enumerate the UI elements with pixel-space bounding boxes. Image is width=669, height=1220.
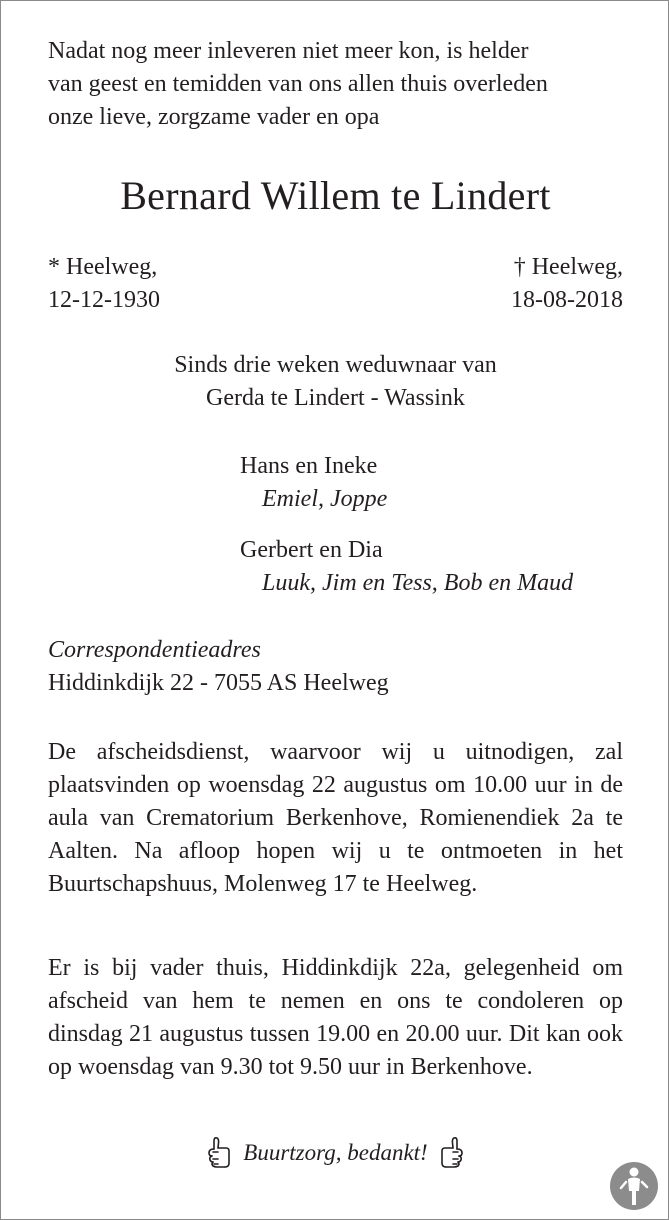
birth-place: * Heelweg, xyxy=(48,254,158,280)
birth-info xyxy=(48,251,160,317)
family-parents: Hans en Ineke xyxy=(240,453,378,479)
correspondence-address xyxy=(48,634,623,700)
intro-line: Nadat nog meer inleveren niet meer kon, is helder xyxy=(48,38,529,64)
thumbs-up-icon xyxy=(438,1135,466,1169)
correspondence-address-line: Hiddinkdijk 22 - 7055 AS Heelweg xyxy=(48,670,389,696)
family-group xyxy=(240,534,625,600)
intro-text xyxy=(48,35,623,134)
widower-note xyxy=(1,349,669,415)
thanks-line xyxy=(1,1135,669,1169)
family-parents: Gerbert en Dia xyxy=(240,537,383,563)
death-place: † Heelweg, xyxy=(513,254,623,280)
death-date: 18-08-2018 xyxy=(511,287,623,313)
service-paragraph: De afscheidsdienst, waarvoor wij u uitnodigen, zal plaatsvinden op woensdag 22 augustus om 10.00 uur in de aula van Crematorium Berkenhove, Romienendiek 2a te Aalten. Na afloop hopen wij u te ontmoeten in het Buurtschapshuus, Molenweg 17 te Heelweg. xyxy=(48,739,623,897)
birth-date: 12-12-1930 xyxy=(48,287,160,313)
family-children: Luuk, Jim en Tess, Bob en Maud xyxy=(262,570,574,596)
widower-line: Sinds drie weken weduwnaar van xyxy=(174,352,497,378)
deceased-name: Bernard Willem te Lindert xyxy=(120,173,551,218)
visitation-paragraph: Er is bij vader thuis, Hiddinkdijk 22a, gelegenheid om afscheid van hem te nemen en ons te condoleren op dinsdag 21 augustus tussen 19.00 en 20.00 uur. Dit kan ook op woensdag van 9.30 tot 9.50 uur in Berkenhove. xyxy=(48,955,623,1080)
intro-line: onze lieve, zorgzame vader en opa xyxy=(48,104,380,130)
spouse-name: Gerda te Lindert - Wassink xyxy=(206,385,465,411)
family-children: Emiel, Joppe xyxy=(262,486,388,512)
life-dates xyxy=(48,251,623,321)
thanks-text: Buurtzorg, bedankt! xyxy=(243,1139,428,1165)
person-figure-logo xyxy=(609,1161,659,1211)
family-group xyxy=(240,450,625,516)
thumbs-up-icon xyxy=(205,1135,233,1169)
correspondence-label: Correspondentieadres xyxy=(48,637,261,663)
intro-line: van geest en temidden van ons allen thuis overleden xyxy=(48,71,548,97)
death-info xyxy=(511,251,623,317)
